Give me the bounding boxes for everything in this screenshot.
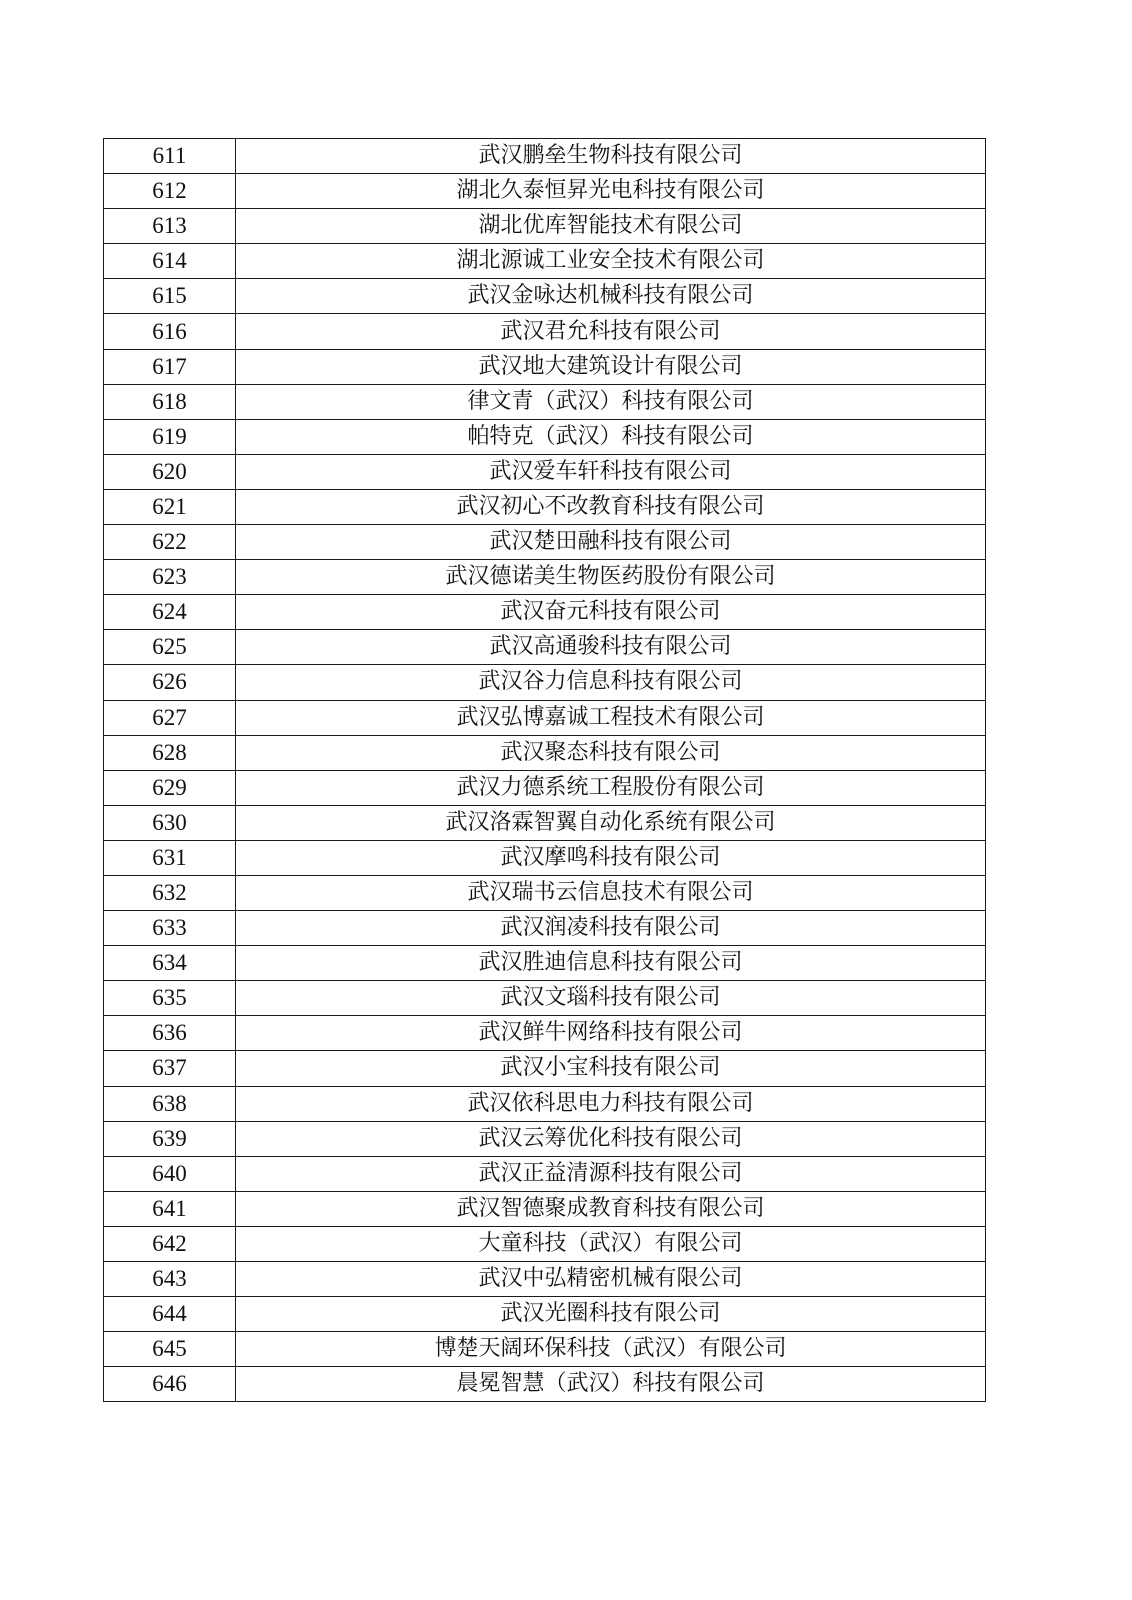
company-name-cell: 武汉金咏达机械科技有限公司 xyxy=(236,279,986,314)
company-name-cell: 大童科技（武汉）有限公司 xyxy=(236,1226,986,1261)
company-name-cell: 武汉中弘精密机械有限公司 xyxy=(236,1262,986,1297)
table-row xyxy=(104,489,986,524)
row-number-cell: 639 xyxy=(104,1121,236,1156)
table-row xyxy=(104,1016,986,1051)
company-name-cell: 武汉小宝科技有限公司 xyxy=(236,1051,986,1086)
row-number-cell: 613 xyxy=(104,209,236,244)
row-number-cell: 611 xyxy=(104,139,236,174)
row-number-cell: 640 xyxy=(104,1156,236,1191)
table-row xyxy=(104,665,986,700)
company-name-cell: 晨冕智慧（武汉）科技有限公司 xyxy=(236,1367,986,1402)
table-row xyxy=(104,279,986,314)
company-name-cell: 武汉文瑙科技有限公司 xyxy=(236,981,986,1016)
table-row xyxy=(104,981,986,1016)
row-number-cell: 646 xyxy=(104,1367,236,1402)
row-number-cell: 617 xyxy=(104,349,236,384)
table-row xyxy=(104,1262,986,1297)
table-row xyxy=(104,595,986,630)
company-name-cell: 武汉爱车轩科技有限公司 xyxy=(236,454,986,489)
table-row xyxy=(104,1332,986,1367)
company-name-cell: 律文青（武汉）科技有限公司 xyxy=(236,384,986,419)
company-name-cell: 武汉楚田融科技有限公司 xyxy=(236,525,986,560)
table-row xyxy=(104,1297,986,1332)
row-number-cell: 645 xyxy=(104,1332,236,1367)
table-row xyxy=(104,244,986,279)
row-number-cell: 630 xyxy=(104,805,236,840)
row-number-cell: 626 xyxy=(104,665,236,700)
row-number-cell: 615 xyxy=(104,279,236,314)
row-number-cell: 624 xyxy=(104,595,236,630)
company-name-cell: 武汉智德聚成教育科技有限公司 xyxy=(236,1191,986,1226)
table-row xyxy=(104,875,986,910)
row-number-cell: 628 xyxy=(104,735,236,770)
row-number-cell: 616 xyxy=(104,314,236,349)
company-name-cell: 武汉瑞书云信息技术有限公司 xyxy=(236,875,986,910)
row-number-cell: 614 xyxy=(104,244,236,279)
table-row xyxy=(104,770,986,805)
company-name-cell: 武汉德诺美生物医药股份有限公司 xyxy=(236,560,986,595)
company-name-cell: 湖北久泰恒昇光电科技有限公司 xyxy=(236,174,986,209)
row-number-cell: 641 xyxy=(104,1191,236,1226)
table-row xyxy=(104,349,986,384)
row-number-cell: 631 xyxy=(104,840,236,875)
row-number-cell: 642 xyxy=(104,1226,236,1261)
row-number-cell: 625 xyxy=(104,630,236,665)
table-row xyxy=(104,174,986,209)
company-name-cell: 博楚天阔环保科技（武汉）有限公司 xyxy=(236,1332,986,1367)
row-number-cell: 618 xyxy=(104,384,236,419)
table-row xyxy=(104,805,986,840)
table-row xyxy=(104,1367,986,1402)
company-name-cell: 武汉君允科技有限公司 xyxy=(236,314,986,349)
table-row xyxy=(104,946,986,981)
company-name-cell: 武汉高通骏科技有限公司 xyxy=(236,630,986,665)
table-row xyxy=(104,1086,986,1121)
company-name-cell: 湖北优库智能技术有限公司 xyxy=(236,209,986,244)
company-name-cell: 武汉依科思电力科技有限公司 xyxy=(236,1086,986,1121)
table-row xyxy=(104,454,986,489)
row-number-cell: 629 xyxy=(104,770,236,805)
table-row xyxy=(104,560,986,595)
table-row xyxy=(104,1051,986,1086)
row-number-cell: 644 xyxy=(104,1297,236,1332)
company-name-cell: 武汉弘博嘉诚工程技术有限公司 xyxy=(236,700,986,735)
row-number-cell: 643 xyxy=(104,1262,236,1297)
row-number-cell: 621 xyxy=(104,489,236,524)
table-row xyxy=(104,1121,986,1156)
row-number-cell: 635 xyxy=(104,981,236,1016)
table-row xyxy=(104,314,986,349)
company-list-table xyxy=(103,138,986,1402)
company-name-cell: 武汉摩鸣科技有限公司 xyxy=(236,840,986,875)
table-row xyxy=(104,630,986,665)
company-name-cell: 武汉光圈科技有限公司 xyxy=(236,1297,986,1332)
table-row xyxy=(104,384,986,419)
company-name-cell: 武汉力德系统工程股份有限公司 xyxy=(236,770,986,805)
row-number-cell: 622 xyxy=(104,525,236,560)
table-row xyxy=(104,911,986,946)
company-list-body xyxy=(104,139,986,1402)
row-number-cell: 636 xyxy=(104,1016,236,1051)
company-name-cell: 武汉奋元科技有限公司 xyxy=(236,595,986,630)
row-number-cell: 637 xyxy=(104,1051,236,1086)
company-name-cell: 武汉鲜牛网络科技有限公司 xyxy=(236,1016,986,1051)
company-name-cell: 武汉地大建筑设计有限公司 xyxy=(236,349,986,384)
table-row xyxy=(104,419,986,454)
table-row xyxy=(104,1156,986,1191)
row-number-cell: 623 xyxy=(104,560,236,595)
row-number-cell: 633 xyxy=(104,911,236,946)
table-row xyxy=(104,1226,986,1261)
company-name-cell: 武汉谷力信息科技有限公司 xyxy=(236,665,986,700)
row-number-cell: 612 xyxy=(104,174,236,209)
company-name-cell: 湖北源诚工业安全技术有限公司 xyxy=(236,244,986,279)
table-row xyxy=(104,700,986,735)
company-name-cell: 武汉胜迪信息科技有限公司 xyxy=(236,946,986,981)
table-row xyxy=(104,209,986,244)
company-name-cell: 武汉云筹优化科技有限公司 xyxy=(236,1121,986,1156)
table-row xyxy=(104,840,986,875)
company-name-cell: 帕特克（武汉）科技有限公司 xyxy=(236,419,986,454)
company-name-cell: 武汉润凌科技有限公司 xyxy=(236,911,986,946)
company-name-cell: 武汉聚态科技有限公司 xyxy=(236,735,986,770)
row-number-cell: 632 xyxy=(104,875,236,910)
row-number-cell: 620 xyxy=(104,454,236,489)
table-row xyxy=(104,525,986,560)
row-number-cell: 619 xyxy=(104,419,236,454)
company-name-cell: 武汉初心不改教育科技有限公司 xyxy=(236,489,986,524)
row-number-cell: 638 xyxy=(104,1086,236,1121)
company-name-cell: 武汉洛霖智翼自动化系统有限公司 xyxy=(236,805,986,840)
table-row xyxy=(104,1191,986,1226)
company-name-cell: 武汉鹏垒生物科技有限公司 xyxy=(236,139,986,174)
row-number-cell: 634 xyxy=(104,946,236,981)
table-row xyxy=(104,139,986,174)
table-row xyxy=(104,735,986,770)
company-name-cell: 武汉正益清源科技有限公司 xyxy=(236,1156,986,1191)
row-number-cell: 627 xyxy=(104,700,236,735)
